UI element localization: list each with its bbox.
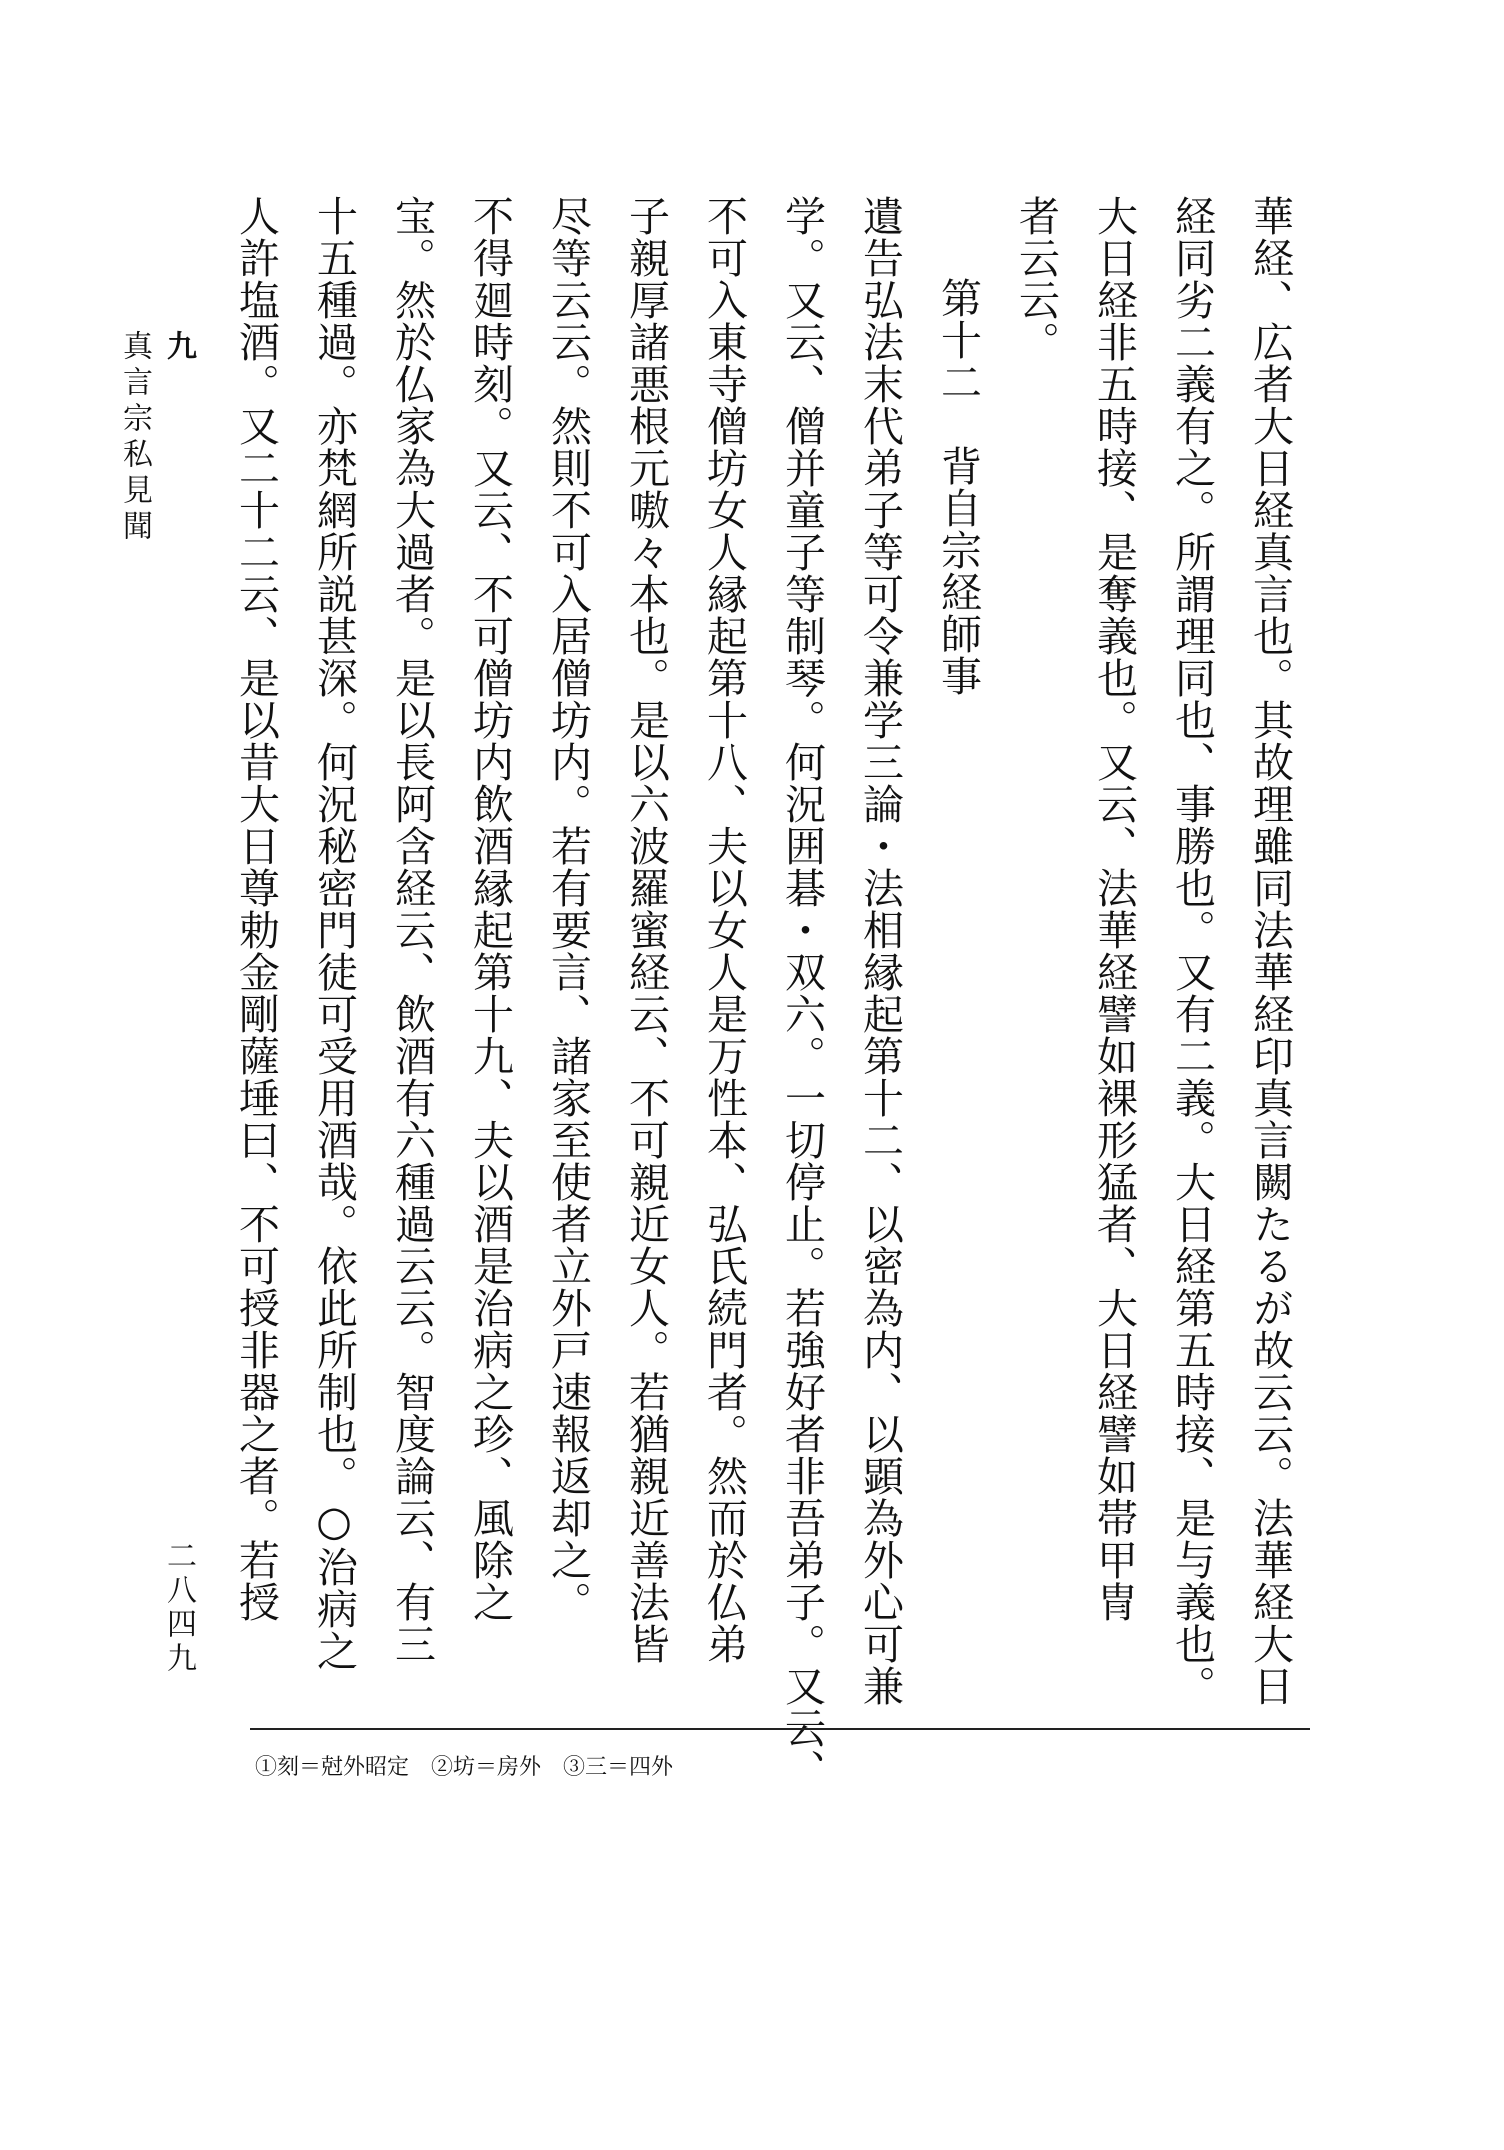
text-column: 尽等云云。然則不可入居僧坊内。若有要言、諸家至使者立外戸速報返却之。 bbox=[544, 195, 592, 1623]
section-heading: 第十二 背自宗経師事 bbox=[934, 277, 982, 697]
text-column: 人許塩酒。又二十二云、是以昔大日尊勅金剛薩埵曰、不可授非器之者。若授 bbox=[232, 195, 280, 1623]
text-column: 十五種過。亦梵網所説甚深。何況秘密門徒可受用酒哉。依此所制也。○治病之 bbox=[310, 195, 358, 1672]
text-column: 大日経非五時接、是奪義也。又云、法華経譬如裸形猛者、大日経譬如帯甲冑 bbox=[1090, 195, 1138, 1623]
text-column: 宝。然於仏家為大過者。是以長阿含経云、飲酒有六種過云云。智度論云、有三 bbox=[388, 195, 436, 1665]
text-column: 不得廻時刻。又云、不可僧坊内飲酒縁起第十九、夫以酒是治病之珍、風除之 bbox=[466, 195, 514, 1623]
book-title: 真言宗私見聞 bbox=[117, 330, 152, 546]
text-column: 不可入東寺僧坊女人縁起第十八、夫以女人是万性本、弘氏続門者。然而於仏弟 bbox=[700, 195, 748, 1665]
footnote-divider bbox=[250, 1728, 1310, 1730]
running-header bbox=[117, 330, 200, 690]
chapter-number: 九 bbox=[161, 330, 196, 366]
text-column: 者云云。 bbox=[1012, 195, 1060, 363]
text-column: 子親厚諸悪根元嗷々本也。是以六波羅蜜経云、不可親近女人。若猶親近善法皆 bbox=[622, 195, 670, 1665]
footnotes: ①刻＝尅外昭定 ②坊＝房外 ③三＝四外 bbox=[255, 1755, 674, 1780]
text-column: 学。又云、僧并童子等制琴。何況囲碁・双六。一切停止。若強好者非吾弟子。又云、 bbox=[778, 195, 826, 1791]
text-column: 華経、広者大日経真言也。其故理雖同法華経印真言闕たるが故云云。法華経大日 bbox=[1246, 195, 1294, 1707]
page-number: 二八四九 bbox=[161, 1540, 196, 1676]
text-column: 遺告弘法末代弟子等可令兼学三論・法相縁起第十二、以密為内、以顕為外心可兼 bbox=[856, 195, 904, 1707]
text-column: 経同劣二義有之。所謂理同也、事勝也。又有二義。大日経第五時接、是与義也。 bbox=[1168, 195, 1216, 1707]
